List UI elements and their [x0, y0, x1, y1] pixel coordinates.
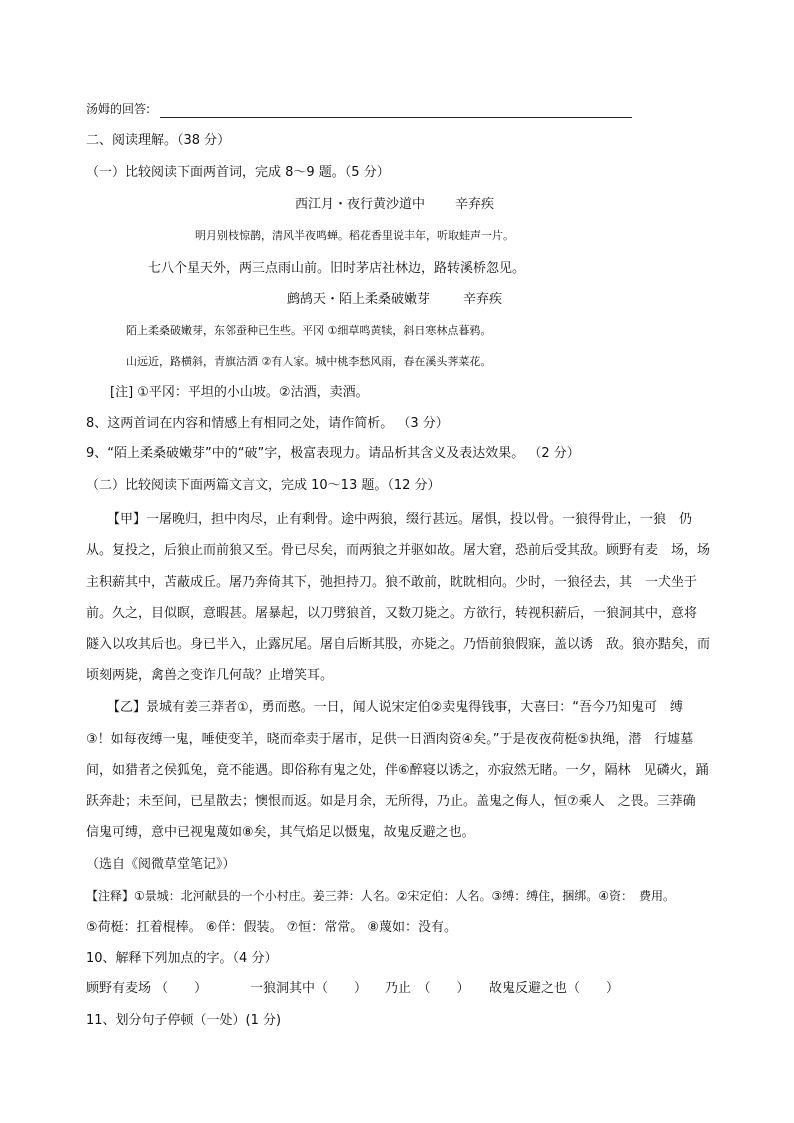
passage-notes-line-1: 【注释】①景城：北河献县的一个小村庄。姜三莽：人名。②宋定伯：人名。③缚：缚住，捆绑。④资： 费用。 [86, 889, 676, 903]
passage-yi-line: ③！如每夜缚一鬼，唾使变羊，晓而牵卖于屠市，足供一日酒肉资④矣。”于是夜夜荷梃⑤执绳，潜 行墟墓 [86, 732, 694, 747]
question-9: 9、“陌上柔桑破嫩芽”中的“破”字，极富表现力。请品析其含义及表达效果。 （2 分） [86, 446, 580, 461]
poem2-line-2: 山远近，路横斜，青旗沽酒 ②有人家。城中桃李愁风雨，春在溪头荠菜花。 [126, 355, 492, 368]
poem1-line-2: 七八个星天外，两三点雨山前。旧时茅店社林边，路转溪桥忽见。 [148, 261, 526, 276]
question-11: 11、划分句子停顿（一处）(1 分) [86, 1013, 282, 1028]
poem2-line-1: 陌上柔桑破嫩芽，东邻蚕种已生些。平冈 ①细草鸣黄犊，斜日寒林点暮鸦。 [126, 324, 492, 337]
q10-item-2: 一狼洞其中（ ） [250, 981, 368, 996]
q10-item-4: 故鬼反避之也（ ） [489, 981, 620, 996]
poem-note: [注] ①平冈：平坦的小山坡。②沽酒，卖酒。 [110, 385, 369, 400]
passage-jia-line: 隧入以攻其后也。身已半入，止露尻尾。屠自后断其股，亦毙之。乃悟前狼假寐，盖以诱 敌。狼亦黠矣，而 [86, 637, 711, 652]
passage-yi-line: 信鬼可缚，意中已视鬼蔑如⑧矣，其气焰足以慑鬼，故鬼反避之也。 [86, 825, 475, 840]
passage-jia-line: 前。久之，目似瞑，意暇甚。屠暴起，以刀劈狼首，又数刀毙之。方欲行，转视积薪后，一狼洞其中，意将 [86, 606, 698, 621]
poem2-author: 辛弃疾 [463, 292, 503, 307]
passage-jia-line: 顷刻两毙，禽兽之变诈几何哉？止增笑耳。 [86, 668, 334, 683]
poem1-author: 辛弃疾 [455, 197, 495, 212]
passage-jia-line: 从。复投之，后狼止而前狼又至。骨已尽矣，而两狼之并驱如故。屠大窘，恐前后受其敌。顾野有麦 场，场 [86, 543, 711, 558]
poem1-line-1: 明月别枝惊鹊，清风半夜鸣蝉。稻花香里说丰年，听取蛙声一片。 [195, 229, 514, 242]
answer-underline [160, 117, 632, 118]
q10-item-3: 乃止 （ ） [385, 981, 470, 996]
poem2-title: 鹧鸪天・陌上柔桑破嫩芽 [287, 292, 431, 307]
passage-yi-line: 跃奔赴；未至间，已星散去；懊恨而返。如是月余，无所得，乃止。盖鬼之侮人，恒⑦乘人 之畏。三莽确 [86, 794, 696, 809]
section2-heading: 二、阅读理解。（38 分） [86, 133, 231, 148]
poem1-title: 西江月・夜行黄沙道中 [295, 197, 426, 212]
passage-jia-line: 【甲】一屠晚归，担中肉尽，止有剩骨。途中两狼，缀行甚远。屠惧，投以骨。一狼得骨止，一狼 仍 [107, 512, 693, 527]
part1-instruction: （一）比较阅读下面两首词，完成 8～9 题。（5 分） [86, 165, 390, 180]
question-10: 10、解释下列加点的字。（4 分） [86, 951, 278, 966]
tom-answer-label: 汤姆的回答: [86, 102, 151, 116]
q10-item-1: 顾野有麦场 （ ） [86, 981, 208, 996]
part2-instruction: （二）比较阅读下面两篇文言文，完成 10～13 题。（12 分） [86, 478, 441, 493]
passage-notes-line-2: ⑤荷梃：扛着棍棒。 ⑥佯：假装。 ⑦恒：常常。 ⑧蔑如：没有。 [86, 920, 458, 935]
passage-source: （选自《阅微草堂笔记》） [86, 857, 236, 872]
passage-yi-line: 【乙】景城有姜三莽者①，勇而憨。一日，闻人说宋定伯②卖鬼得钱事，大喜曰：“吾今乃知鬼可 缚 [107, 700, 684, 715]
question-8: 8、这两首词在内容和情感上有相同之处，请作简析。 （3 分） [86, 416, 449, 431]
passage-yi-line: 间，如猎者之侯狐兔，竟不能遇。即俗称有鬼之处，伴⑥醉寝以诱之，亦寂然无睹。一夕，隔林 见磷火，踊 [86, 763, 709, 778]
passage-jia-line: 主积薪其中，苫蔽成丘。屠乃奔倚其下，弛担持刀。狼不敢前，眈眈相向。少时，一狼径去，其 一犬坐于 [86, 575, 698, 590]
